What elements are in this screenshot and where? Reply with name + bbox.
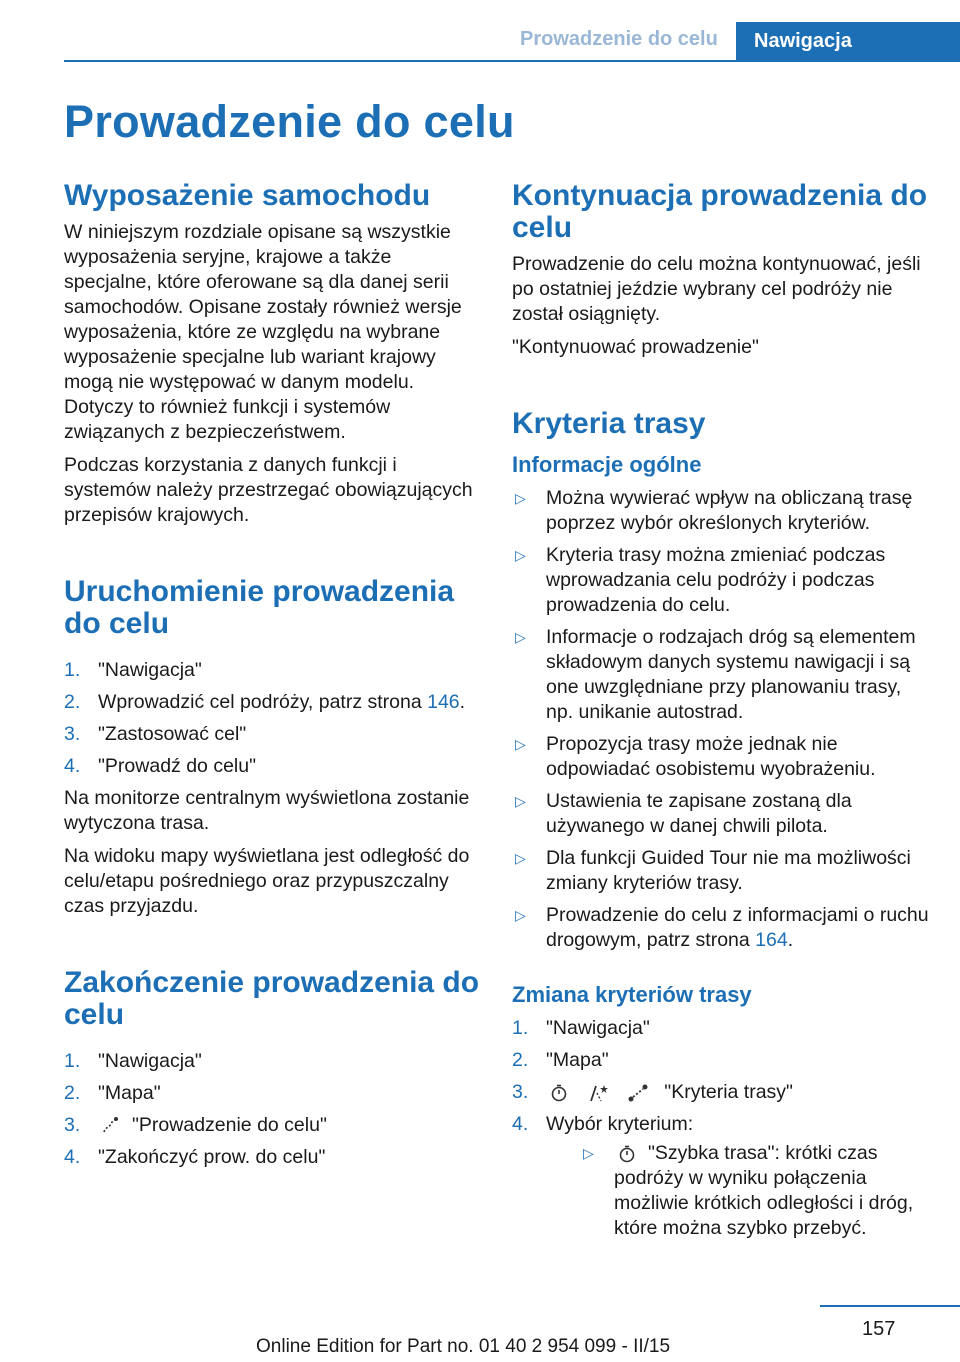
start-paragraph-2: Na widoku mapy wyświetlana jest odległość do celu/etapu pośredniego oraz przypuszczalny czas przyjazdu. xyxy=(64,845,470,917)
list-item: ▷ Ustawienia te zapisane zostaną dla używanego w danej chwili pilota. xyxy=(515,790,852,837)
stopwatch-icon xyxy=(548,1083,570,1103)
route-guidance-icon xyxy=(100,1116,122,1136)
list-item: ▷ "Szybka trasa": krótki czas podróży w wyniku połączenia możliwie krótkich odległości i dróg, które można szybko przebyć. xyxy=(583,1142,914,1239)
bullet-triangle-icon: ▷ xyxy=(515,547,526,563)
stopwatch-icon xyxy=(616,1144,638,1164)
list-item: 1. "Nawigacja" xyxy=(64,659,202,681)
header-chapter-tab: Nawigacja xyxy=(736,22,960,62)
list-item: ▷ Można wywierać wpływ na obliczaną trasę poprzez wybór określonych kryteriów. xyxy=(515,487,913,534)
list-item: 2. "Mapa" xyxy=(512,1049,609,1071)
bullet-triangle-icon: ▷ xyxy=(515,629,526,645)
bullet-triangle-icon: ▷ xyxy=(515,907,526,923)
list-item: ▷ Dla funkcji Guided Tour nie ma możliwości zmiany kryteriów trasy. xyxy=(515,847,911,894)
list-item: 3. "Zastosować cel" xyxy=(64,723,247,745)
equipment-paragraph-2: Podczas korzystania z danych funkcji i systemów należy przestrzegać obowiązujących przepisów krajowych. xyxy=(64,454,473,526)
continue-paragraph-1: Prowadzenie do celu można kontynuować, jeśli po ostatniej jeździe wybrany cel podróży nie został osiągnięty. xyxy=(512,253,921,325)
page-title: Prowadzenie do celu xyxy=(64,96,515,147)
left-column xyxy=(64,180,484,1177)
bullet-triangle-icon: ▷ xyxy=(515,793,526,809)
list-item: ▷ Prowadzenie do celu z informacjami o ruchu drogowym, patrz strona 164. xyxy=(515,904,929,951)
bullet-triangle-icon: ▷ xyxy=(515,850,526,866)
list-item: 2. Wprowadzić cel podróży, patrz strona 146. xyxy=(64,691,466,713)
list-item: 4. Wybór kryterium: ▷ "Szybka trasa": krótki czas podróży w wyniku połączenia możliwie krótkich odległości i dróg, które można szybko przebyć. xyxy=(512,1112,932,1241)
list-item: 2. "Mapa" xyxy=(64,1082,161,1104)
road-options-icon xyxy=(587,1083,609,1103)
criteria-heading: Kryteria trasy xyxy=(512,407,706,440)
list-item: 3. "Prowadzenie do celu" xyxy=(64,1114,327,1136)
list-item: 4. "Prowadź do celu" xyxy=(64,755,257,777)
general-info-heading: Informacje ogólne xyxy=(512,452,702,477)
start-paragraph-1: Na monitorze centralnym wyświetlona zostanie wytyczona trasa. xyxy=(64,787,470,834)
bullet-triangle-icon: ▷ xyxy=(515,736,526,752)
criteria-bullets xyxy=(512,486,932,953)
page-header xyxy=(0,0,960,62)
equipment-heading: Wyposażenie samochodu xyxy=(64,179,431,212)
list-item: ▷ Informacje o rodzajach dróg są elementem składowym danych systemu nawigacji i są one uwzględniane przy planowaniu trasy, np. unikanie autostrad. xyxy=(515,626,916,723)
right-column xyxy=(512,180,932,1248)
change-criteria-steps xyxy=(512,1016,932,1241)
change-criteria-heading: Zmiana kryteriów trasy xyxy=(512,982,752,1007)
start-heading: Uruchomienie prowadzenia do celu xyxy=(64,575,455,640)
end-steps xyxy=(64,1049,484,1170)
list-item: ▷ Kryteria trasy można zmieniać podczas wprowadzania celu podróży i podczas prowadzenia do celu. xyxy=(515,544,886,616)
page-link-146[interactable]: 146 xyxy=(427,691,460,713)
end-heading: Zakończenie prowadzenia do celu xyxy=(64,966,480,1031)
continue-heading: Kontynuacja prowadzenia do celu xyxy=(512,179,928,244)
criterion-options xyxy=(546,1141,932,1241)
header-rule xyxy=(64,60,960,62)
page-link-164[interactable]: 164 xyxy=(755,929,788,951)
bullet-triangle-icon: ▷ xyxy=(515,490,526,506)
list-item: 4. "Zakończyć prow. do celu" xyxy=(64,1146,326,1168)
start-steps xyxy=(64,658,484,779)
list-item: ▷ Propozycja trasy może jednak nie odpowiadać osobistemu wyobrażeniu. xyxy=(515,733,876,780)
page-number: 157 xyxy=(862,1318,896,1340)
equipment-paragraph-1: W niniejszym rozdziale opisane są wszystkie wyposażenia seryjne, krajowe a także specjalne, które oferowane są dla danej serii samochodów. Opisane zostały również wersje wyposażenia, które ze względu na wybrane wyposażenie specjalne lub wariant krajowy mogą nie występować w danym modelu. Dotyczy to również funkcji i systemów związanych z bezpieczeństwem. xyxy=(64,221,462,443)
list-item: 1. "Nawigacja" xyxy=(64,1050,202,1072)
bullet-triangle-icon: ▷ xyxy=(583,1145,594,1161)
footer-rule xyxy=(820,1305,960,1307)
list-item: 1. "Nawigacja" xyxy=(512,1017,650,1039)
edition-info: Online Edition for Part no. 01 40 2 954 099 - II/15 xyxy=(256,1336,671,1357)
header-section: Prowadzenie do celu xyxy=(520,28,718,50)
list-item: 3. "Kryteria trasy" xyxy=(512,1081,793,1103)
continue-paragraph-2: "Kontynuować prowadzenie" xyxy=(512,336,759,358)
route-icon xyxy=(627,1083,649,1103)
